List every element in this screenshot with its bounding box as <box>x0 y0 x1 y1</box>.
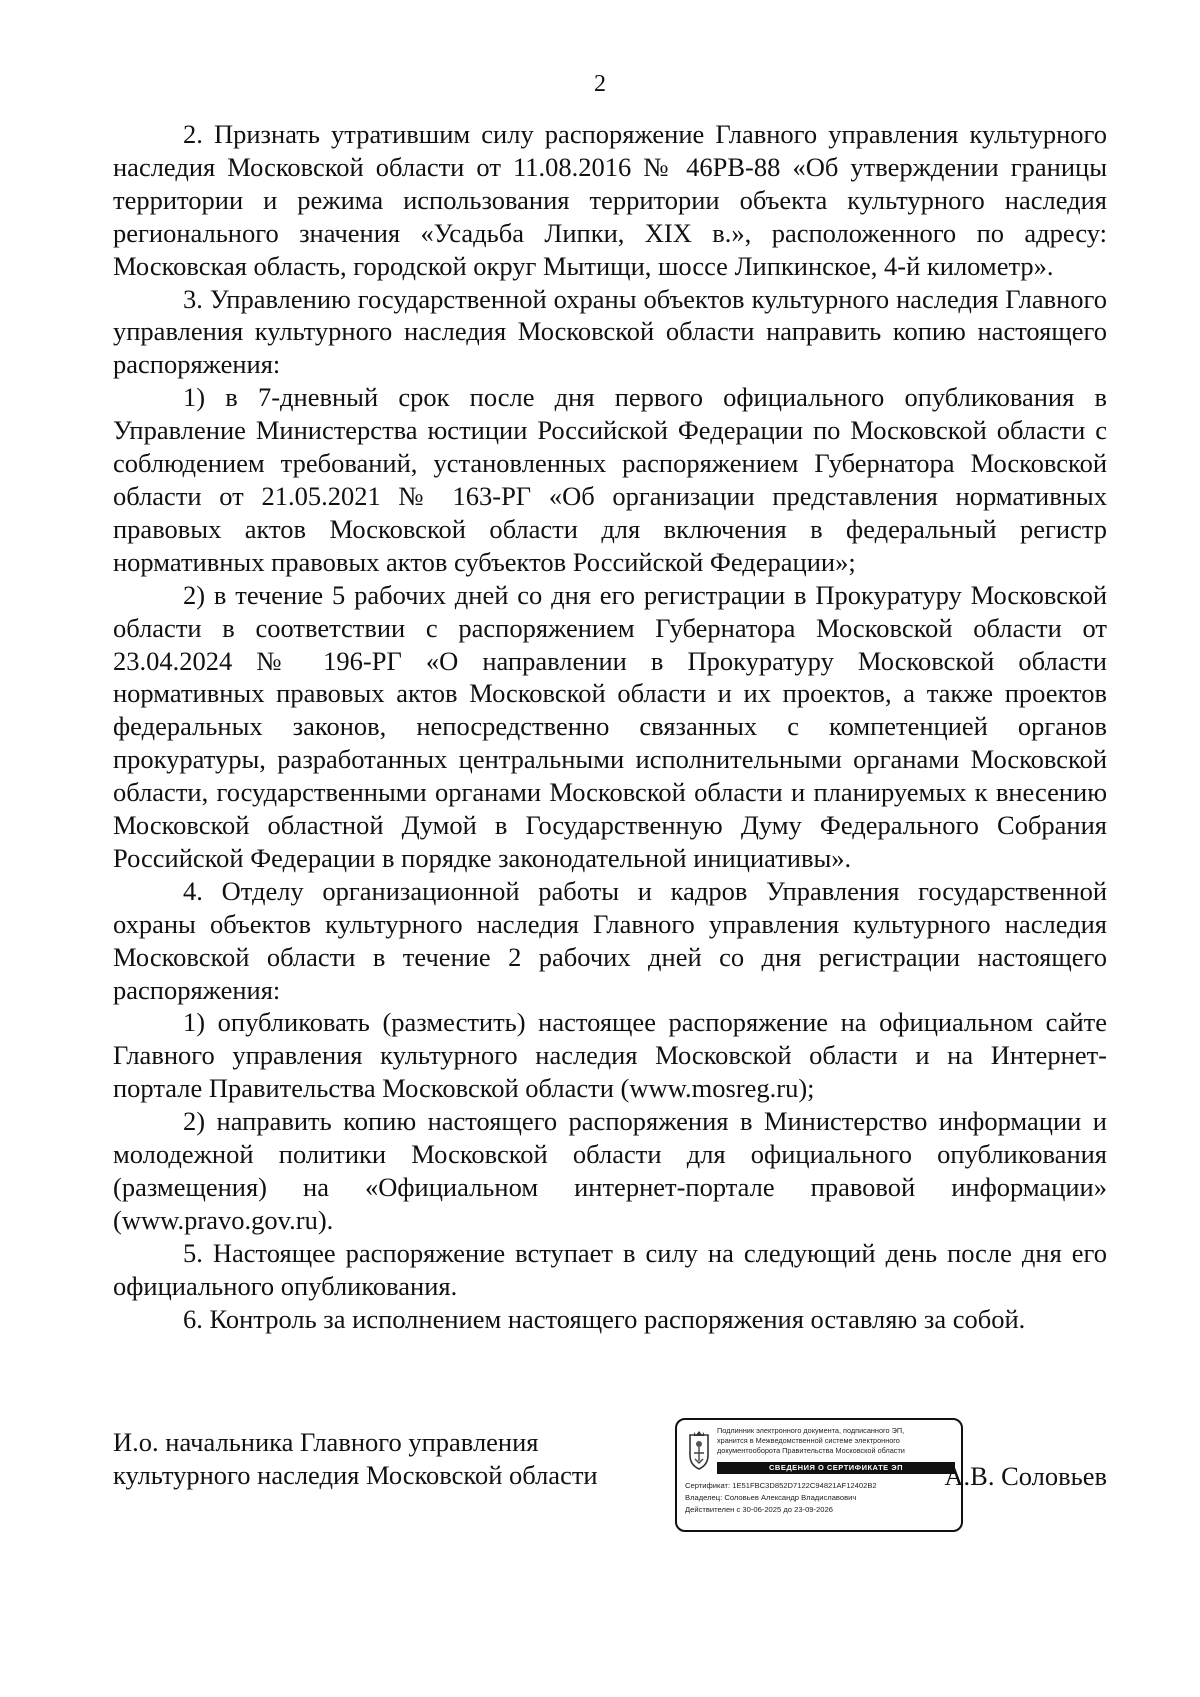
paragraph-item-3: 3. Управлению государственной охраны объектов культурного наследия Главного управления культурного наследия Московской области направить копию настоящего распоряжения: <box>113 283 1107 380</box>
signer-position-line-2: культурного наследия Московской области <box>113 1460 598 1490</box>
signer-position-line-1: И.о. начальника Главного управления <box>113 1427 539 1457</box>
stamp-header: СВЕДЕНИЯ О СЕРТИФИКАТЕ ЭП <box>717 1462 955 1474</box>
signer-name: А.В. Соловьев <box>944 1461 1107 1491</box>
paragraph-item-6: 6. Контроль за исполнением настоящего распоряжения оставляю за собой. <box>183 1303 1026 1334</box>
signer-position <box>113 1426 633 1492</box>
moscow-oblast-coat-of-arms-icon <box>685 1429 713 1473</box>
stamp-certificate: Сертификат: 1E51FBC3D852D7122C94821AF12402B2 <box>685 1481 877 1490</box>
electronic-signature-stamp <box>675 1418 963 1532</box>
paragraph-item-2: 2. Признать утратившим силу распоряжение Главного управления культурного наследия Московской области от 11.08.2016 № 46РВ-88 «Об утверждении границы территории и режима использования территории объекта культурного наследия регионального значения «Усадьба Липки, XIX в.», расположенного по адресу: Московская область, городской округ Мытищи, шоссе Липкинское, 4-й километр». <box>113 119 1107 281</box>
signature-block <box>113 1418 1107 1538</box>
paragraph-item-3-2: 2) в течение 5 рабочих дней со дня его регистрации в Прокуратуру Московской области в соответствии с распоряжением Губернатора Московской области от 23.04.2024 № 196-РГ «О направлении в Прокуратуру Московской области нормативных правовых актов Московской области и их проектов, а также проектов федеральных законов, непосредственно связанных с компетенцией органов прокуратуры, разработанных центральными исполнительными органами Московской области, государственными органами Московской области и планируемых к внесению Московской областной Думой в Государственную Думу Федерального Собрания Российской Федерации в порядке законодательной инициативы». <box>113 579 1107 873</box>
paragraph-item-5: 5. Настоящее распоряжение вступает в силу на следующий день после дня его официального опубликования. <box>113 1237 1107 1301</box>
stamp-details <box>685 1480 955 1516</box>
paragraph-item-3-1: 1) в 7-дневный срок после дня первого официального опубликования в Управление Министерства юстиции Российской Федерации по Московской области с соблюдением требований, установленных распоряжением Губернатора Московской области от 21.05.2021 № 163-РГ «Об организации представления нормативных правовых актов Московской области для включения в федеральный регистр нормативных правовых актов субъектов Российской Федерации»; <box>113 382 1107 577</box>
paragraph-item-4-2: 2) направить копию настоящего распоряжения в Министерство информации и молодежной политики Московской области для официального опубликования (размещения) на «Официальном интернет-портале правовой информации» (www.pravo.gov.ru). <box>113 1106 1107 1235</box>
stamp-owner: Владелец: Соловьев Александр Владиславович <box>685 1493 857 1502</box>
page-number: 2 <box>594 71 606 97</box>
stamp-intro-text: Подлинник электронного документа, подписанного ЭП, хранится в Межведомственной системе электронного документооборота Правительства Московской области <box>717 1426 905 1455</box>
paragraph-item-4-1: 1) опубликовать (разместить) настоящее распоряжение на официальном сайте Главного управления культурного наследия Московской области и на Интернет-портале Правительства Московской области (www.mosreg.ru); <box>113 1007 1107 1104</box>
document-body <box>113 118 1107 1336</box>
paragraph-item-4: 4. Отделу организационной работы и кадров Управления государственной охраны объектов культурного наследия Главного управления культурного наследия Московской области в течение 2 рабочих дней со дня регистрации настоящего распоряжения: <box>113 875 1107 1005</box>
stamp-validity: Действителен с 30-06-2025 до 23-09-2026 <box>685 1505 833 1514</box>
